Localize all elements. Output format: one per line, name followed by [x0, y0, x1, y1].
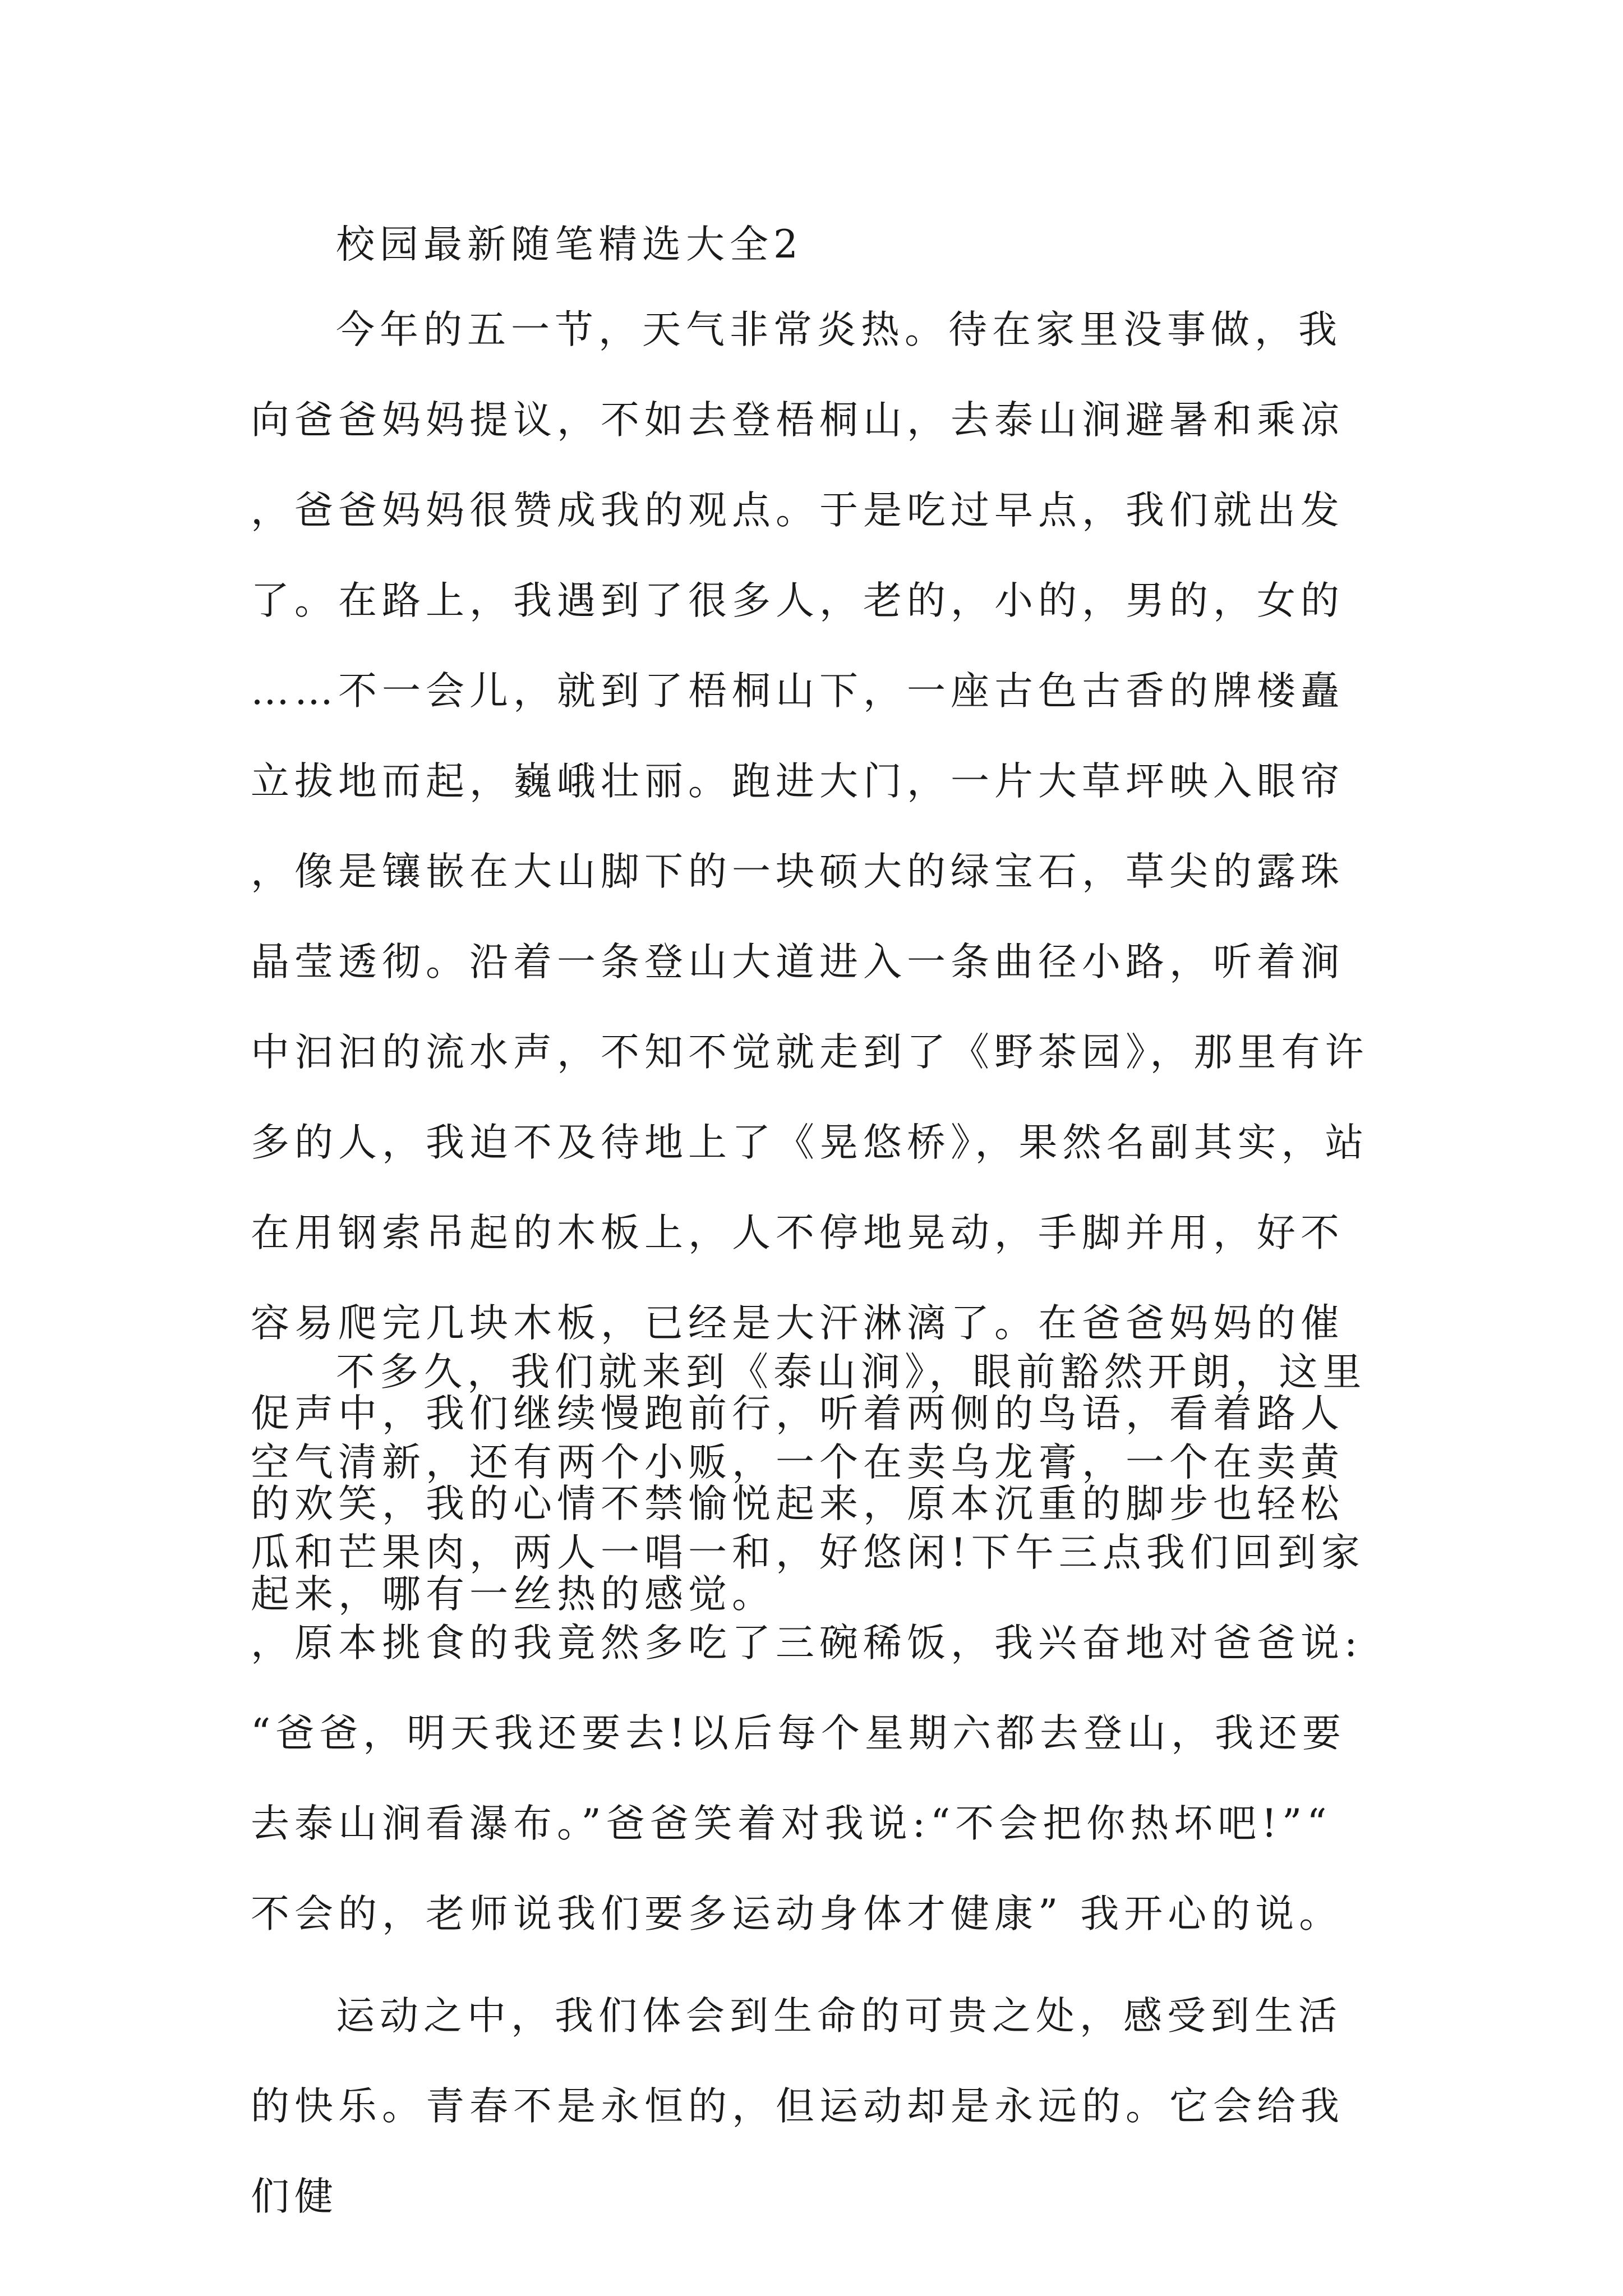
paragraph-1: 今年的五一节，天气非常炎热。待在家里没事做，我向爸爸妈妈提议，不如去登梧桐山，去泰山涧避暑和乘凉，爸爸妈妈很赞成我的观点。于是吃过早点，我们就出发了。在路上，我遇到了很多人，老的，小的，男的，女的……不一会儿，就到了梧桐山下，一座古色古香的牌楼矗立拔地而起，巍峨壮丽。跑进大门，一片大草坪映入眼帘，像是镶嵌在大山脚下的一块硕大的绿宝石，草尖的露珠晶莹透彻。沿着一条登山大道进入一条曲径小路，听着涧中汩汩的流水声，不知不觉就走到了《野茶园》，那里有许多的人，我迫不及待地上了《晃悠桥》，果然名副其实，站在用钢索吊起的木板上，人不停地晃动，手脚并用，好不容易爬完几块木板，已经是大汗淋漓了。在爸爸妈妈的催促声中，我们继续慢跑前行，听着两侧的鸟语，看着路人的欢笑，我的心情不禁愉悦起来，原本沉重的脚步也轻松起来，哪有一丝热的感觉。 — [251, 307, 1369, 1617]
paragraph-2: 不多久，我们就来到《泰山涧》，眼前豁然开朗，这里空气清新，还有两个小贩，一个在卖乌龙膏，一个在卖黄瓜和芒果肉，两人一唱一和，好悠闲!下午三点我们回到家，原本挑食的我竟然多吃了三碗稀饭，我兴奋地对爸爸说:“爸爸，明天我还要去!以后每个星期六都去登山，我还要去泰山涧看瀑布。”爸爸笑着对我说:“不会把你热坏吧!”“不会的，老师说我们要多运动身体才健康” 我开心的说。 — [251, 1350, 1367, 1936]
document-title: 校园最新随笔精选大全2 — [336, 222, 803, 267]
paragraph-3: 运动之中，我们体会到生命的可贵之处，感受到生活的快乐。青春不是永恒的，但运动却是永远的。它会给我们健 — [251, 1994, 1344, 2219]
